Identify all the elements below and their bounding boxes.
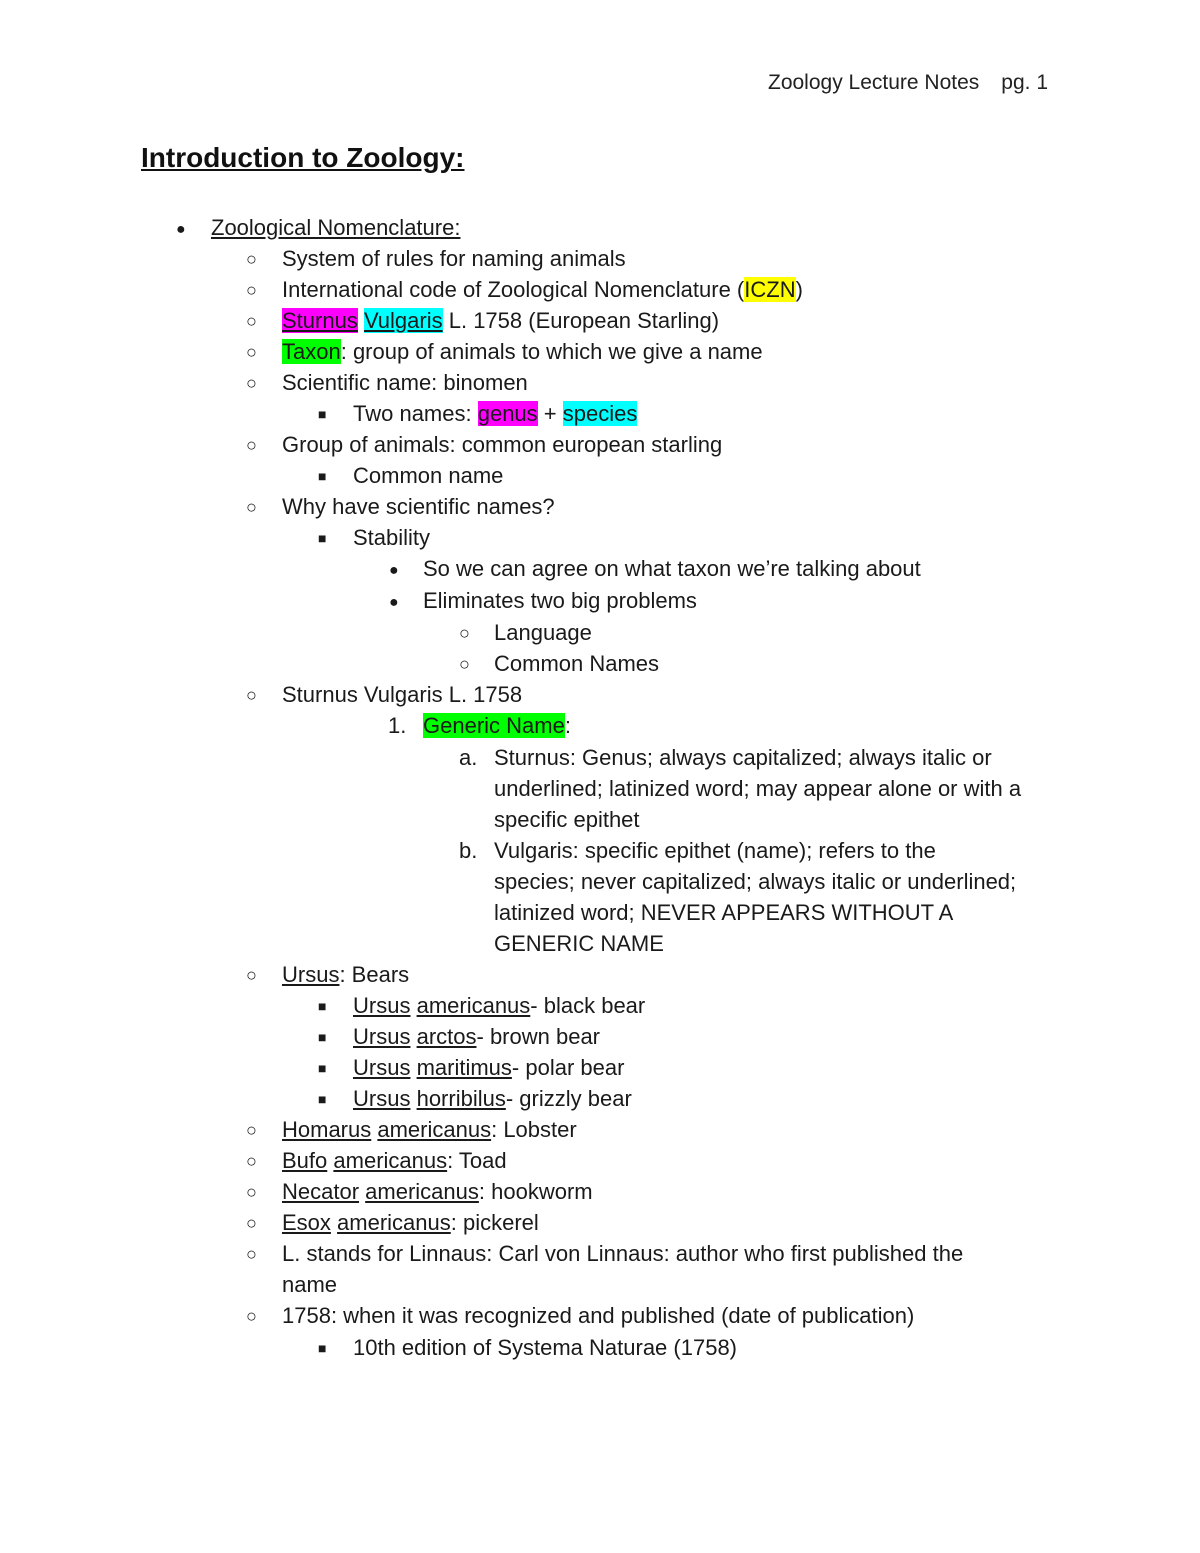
square-marker: ■ — [318, 1091, 327, 1107]
highlight-sturnus: Sturnus — [282, 308, 358, 333]
square-marker: ■ — [318, 530, 327, 546]
circle-marker: ○ — [246, 342, 257, 362]
circle-marker: ○ — [246, 280, 257, 300]
list-item-line: Vulgaris: specific epithet (name); refers to the — [494, 838, 936, 863]
page-number: pg. 1 — [1001, 71, 1049, 94]
list-item: So we can agree on what taxon we’re talking about — [423, 556, 921, 581]
list-item-line: L. stands for Linnaus: Carl von Linnaus: author who first published the — [282, 1241, 964, 1266]
list-item: System of rules for naming animals — [282, 246, 626, 271]
circle-marker: ○ — [246, 435, 257, 455]
circle-marker: ○ — [246, 249, 257, 269]
list-letter: a. — [459, 745, 478, 770]
circle-marker: ○ — [246, 1151, 257, 1171]
list-item: Ursus: Bears — [282, 962, 410, 987]
list-item: Generic Name: — [423, 713, 571, 738]
list-item: Group of animals: common european starling — [282, 432, 723, 457]
circle-marker: ○ — [459, 654, 470, 674]
list-item: Ursus horribilus- grizzly bear — [353, 1086, 632, 1111]
highlight-taxon: Taxon — [282, 339, 341, 364]
list-item-line: species; never capitalized; always italic or underlined; — [494, 869, 1017, 894]
document-title: Introduction to Zoology: — [141, 142, 465, 173]
list-item: Two names: genus + species — [353, 401, 638, 426]
list-item: Taxon: group of animals to which we give a name — [282, 339, 763, 364]
circle-marker: ○ — [246, 311, 257, 331]
highlight-vulgaris: Vulgaris — [363, 308, 443, 333]
list-item: Zoological Nomenclature: — [211, 215, 461, 240]
list-item: Esox americanus: pickerel — [282, 1210, 539, 1235]
list-item-line: underlined; latinized word; may appear alone or with a — [494, 776, 1022, 801]
list-item: Homarus americanus: Lobster — [282, 1117, 577, 1142]
circle-marker: ○ — [246, 373, 257, 393]
list-item: 10th edition of Systema Naturae (1758) — [353, 1335, 738, 1360]
highlight-genus: genus — [477, 401, 538, 426]
list-item: Ursus maritimus- polar bear — [353, 1055, 625, 1080]
list-item: Sturnus Vulgaris L. 1758 — [282, 682, 523, 707]
page-header — [768, 71, 1048, 95]
list-item: 1758: when it was recognized and published (date of publication) — [282, 1303, 915, 1328]
list-item: Eliminates two big problems — [423, 588, 697, 613]
square-marker: ■ — [318, 998, 327, 1014]
highlight-iczn: ICZN — [744, 277, 796, 302]
circle-marker: ○ — [246, 965, 257, 985]
list-item-line: GENERIC NAME — [494, 931, 664, 956]
bullet-marker: ● — [389, 594, 399, 611]
square-marker: ■ — [318, 468, 327, 484]
list-item: Why have scientific names? — [282, 494, 555, 519]
list-item: Sturnus Vulgaris L. 1758 (European Starling) — [282, 308, 720, 333]
square-marker: ■ — [318, 1060, 327, 1076]
circle-marker: ○ — [246, 497, 257, 517]
circle-marker: ○ — [246, 685, 257, 705]
list-item: Common name — [353, 463, 504, 488]
list-item: Ursus arctos- brown bear — [353, 1024, 601, 1049]
list-letter: b. — [459, 838, 478, 863]
circle-marker: ○ — [246, 1213, 257, 1233]
square-marker: ■ — [318, 1340, 327, 1356]
list-item: Bufo americanus: Toad — [282, 1148, 507, 1173]
square-marker: ■ — [318, 406, 327, 422]
square-marker: ■ — [318, 1029, 327, 1045]
circle-marker: ○ — [459, 623, 470, 643]
list-item: Necator americanus: hookworm — [282, 1179, 593, 1204]
list-item: Common Names — [494, 651, 660, 676]
list-item-line: latinized word; NEVER APPEARS WITHOUT A — [494, 900, 954, 925]
highlight-species: species — [562, 401, 638, 426]
list-item: Ursus americanus- black bear — [353, 993, 646, 1018]
highlight-generic-name: Generic Name — [423, 713, 565, 738]
list-item-line: specific epithet — [494, 807, 640, 832]
circle-marker: ○ — [246, 1244, 257, 1264]
circle-marker: ○ — [246, 1182, 257, 1202]
list-item-line: name — [282, 1272, 338, 1297]
circle-marker: ○ — [246, 1306, 257, 1326]
circle-marker: ○ — [246, 1120, 257, 1140]
list-item: Scientific name: binomen — [282, 370, 528, 395]
bullet-marker: ● — [389, 562, 399, 579]
bullet-marker: ● — [176, 221, 186, 238]
header-title: Zoology Lecture Notes — [768, 71, 980, 94]
list-item: Stability — [353, 525, 431, 550]
list-item: International code of Zoological Nomenclature (ICZN) — [282, 277, 803, 302]
list-item: Language — [494, 620, 592, 645]
list-number: 1. — [388, 713, 407, 738]
list-item-line: Sturnus: Genus; always capitalized; always italic or — [494, 745, 992, 770]
